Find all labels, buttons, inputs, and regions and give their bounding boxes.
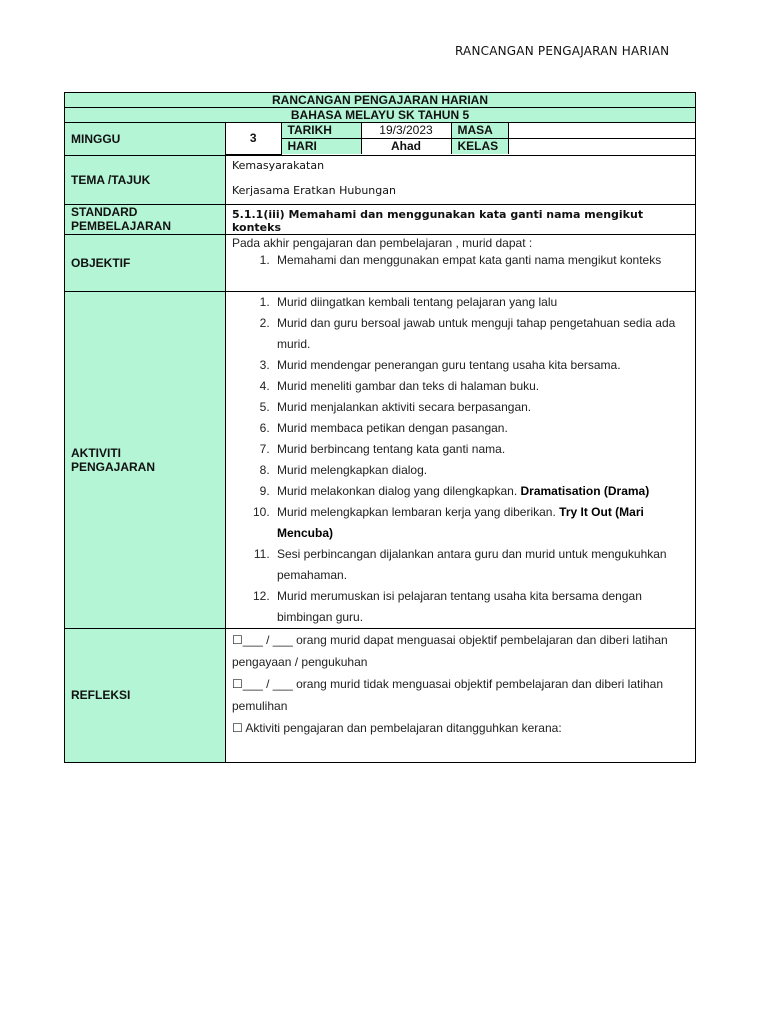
list-item-text: Murid melengkapkan lembaran kerja yang diberikan. — [277, 504, 556, 519]
objektif-label: OBJEKTIF — [65, 234, 226, 291]
plan-subtitle: BAHASA MELAYU SK TAHUN 5 — [65, 108, 696, 123]
kelas-value — [508, 139, 695, 155]
masa-value — [508, 123, 695, 139]
tema-row — [65, 155, 696, 204]
list-item: 3. Murid mendengar penerangan guru tentang usaha kita bersama. — [273, 355, 689, 376]
list-item: 6. Murid membaca petikan dengan pasangan. — [273, 418, 689, 439]
minggu-label: MINGGU — [65, 123, 226, 156]
objektif-list — [232, 250, 689, 271]
list-item-bold: Try It Out (Mari Mencuba) — [277, 504, 644, 540]
date-grid — [226, 123, 695, 155]
list-item-bold: Dramatisation (Drama) — [520, 483, 650, 498]
masa-label: MASA — [451, 123, 508, 139]
refleksi-line3: ☐ Aktiviti pengajaran dan pembelajaran ditangguhkan kerana: — [232, 720, 562, 735]
list-item — [273, 481, 689, 502]
subtitle-row — [65, 108, 696, 123]
aktiviti-row — [65, 291, 696, 628]
list-item-text: Murid melakonkan dialog yang dilengkapkan. — [277, 483, 518, 498]
title-row — [65, 93, 696, 108]
refleksi-line2: ☐___ / ___ orang murid tidak menguasai objektif pembelajaran dan diberi latihan pemulihan — [232, 676, 664, 713]
tema-line2: Kerjasama Eratkan Hubungan — [232, 183, 396, 197]
hari-value: Ahad — [361, 139, 451, 155]
kelas-label: KELAS — [451, 139, 508, 155]
list-item: 12. Murid merumuskan isi pelajaran tentang usaha kita bersama dengan bimbingan guru. — [273, 586, 689, 628]
list-item: 5. Murid menjalankan aktiviti secara berpasangan. — [273, 397, 689, 418]
list-item: 8. Murid melengkapkan dialog. — [273, 460, 689, 481]
objektif-lead: Pada akhir pengajaran dan pembelajaran , murid dapat : — [232, 235, 533, 250]
page-header: RANCANGAN PENGAJARAN HARIAN — [455, 44, 670, 58]
plan-title: RANCANGAN PENGAJARAN HARIAN — [65, 93, 696, 108]
tarikh-value: 19/3/2023 — [361, 123, 451, 139]
standard-label-2: PEMBELAJARAN — [71, 219, 172, 233]
aktiviti-list — [232, 292, 689, 628]
refleksi-row — [65, 628, 696, 762]
tema-label: TEMA /TAJUK — [65, 155, 226, 204]
list-item: 2. Murid dan guru bersoal jawab untuk menguji tahap pengetahuan sedia ada murid. — [273, 313, 689, 355]
standard-row — [65, 204, 696, 234]
lesson-plan-table — [64, 92, 696, 763]
list-item: 1. Murid diingatkan kembali tentang pelajaran yang lalu — [273, 292, 689, 313]
aktiviti-label-1: AKTIVITI — [71, 445, 121, 460]
list-item: 11. Sesi perbincangan dijalankan antara guru dan murid untuk mengukuhkan pemahaman. — [273, 544, 689, 586]
aktiviti-label-2: PENGAJARAN — [71, 459, 156, 474]
list-item: 1. Memahami dan menggunakan empat kata ganti nama mengikut konteks — [273, 250, 689, 271]
list-item — [273, 502, 689, 544]
list-item: 4. Murid meneliti gambar dan teks di halaman buku. — [273, 376, 689, 397]
tema-line1: Kemasyarakatan — [232, 158, 325, 172]
minggu-row — [65, 123, 696, 156]
standard-label-1: STANDARD — [71, 205, 138, 219]
tarikh-label: TARIKH — [281, 123, 361, 139]
objektif-row — [65, 234, 696, 291]
minggu-value: 3 — [226, 123, 281, 154]
list-item: 7. Murid berbincang tentang kata ganti nama. — [273, 439, 689, 460]
standard-value: 5.1.1(iii) Memahami dan menggunakan kata ganti nama mengikut konteks — [232, 207, 644, 234]
hari-label: HARI — [281, 139, 361, 155]
refleksi-line1: ☐___ / ___ orang murid dapat menguasai objektif pembelajaran dan diberi latihan pengayaan / pengukuhan — [232, 632, 668, 669]
refleksi-label: REFLEKSI — [65, 628, 226, 762]
